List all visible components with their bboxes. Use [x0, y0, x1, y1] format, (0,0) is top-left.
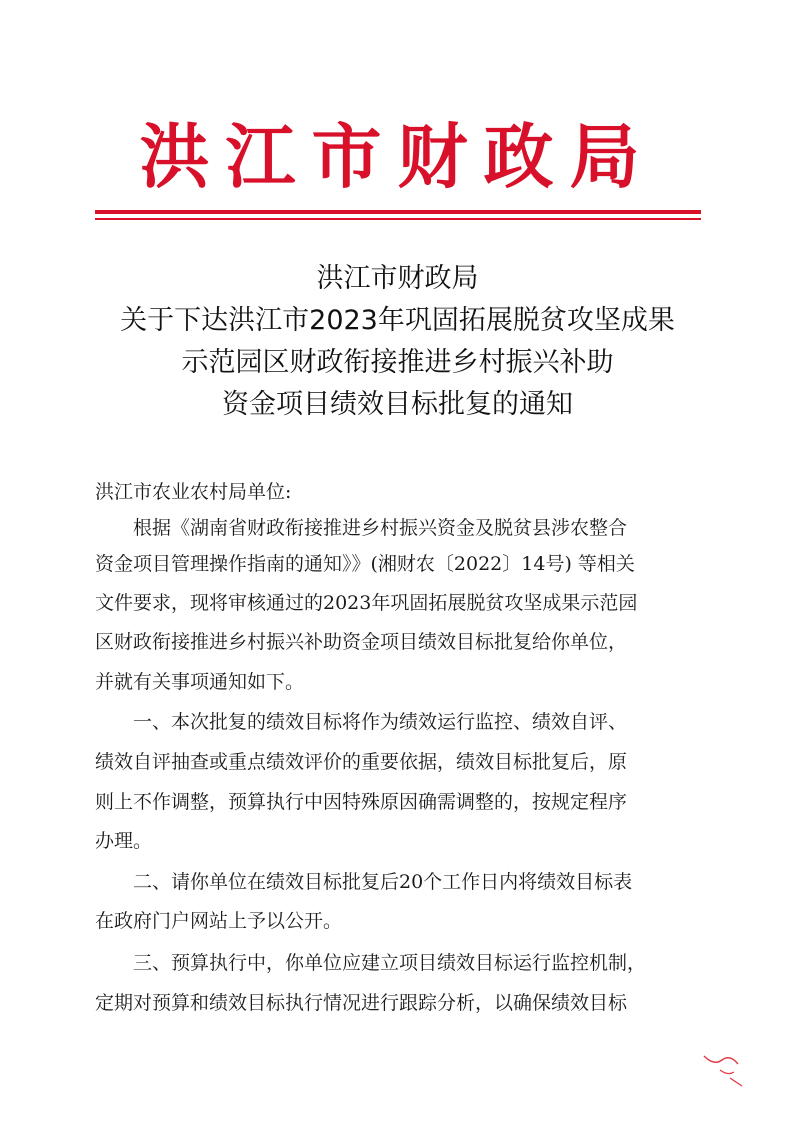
body-line: 文件要求，现将审核通过的2023年巩固拓展脱贫攻坚成果示范园 [95, 592, 638, 614]
red-seal-fragment [700, 1050, 746, 1090]
body-line: 并就有关事项通知如下。 [95, 671, 305, 693]
title-line: 关于下达洪江市2023年巩固拓展脱贫攻坚成果 [120, 305, 675, 336]
body-line: 定期对预算和绩效目标执行情况进行跟踪分析，以确保绩效目标 [95, 992, 628, 1014]
title-line: 洪江市财政局 [316, 263, 479, 294]
title-line: 示范园区财政衔接推进乡村振兴补助 [181, 347, 614, 378]
body-line: 资金项目管理操作指南的通知》》(湘财农〔2022〕14号) 等相关 [95, 553, 635, 575]
title-line: 资金项目绩效目标批复的通知 [222, 389, 573, 420]
body-line: 在政府门户网站上予以公开。 [95, 910, 343, 932]
body-line: 办理。 [95, 830, 153, 852]
body-line: 绩效自评抽查或重点绩效评价的重要依据，绩效目标批复后，原 [95, 751, 628, 773]
body-line: 一、本次批复的绩效目标将作为绩效运行监控、绩效自评、 [133, 711, 628, 733]
agency-header: 洪江市财政局 [139, 115, 656, 198]
document-title [40, 258, 755, 426]
header-rule-thin [95, 218, 701, 220]
body-line: 二、请你单位在绩效目标批复后20个工作日内将绩效目标表 [133, 871, 633, 893]
salutation: 洪江市农业农村局单位: [95, 481, 292, 503]
body-line: 根据《湖南省财政衔接推进乡村振兴资金及脱贫县涉农整合 [133, 517, 628, 539]
body-line: 区财政衔接推进乡村振兴补助资金项目绩效目标批复给你单位， [95, 631, 628, 653]
body-line: 则上不作调整，预算执行中因特殊原因确需调整的，按规定程序 [95, 791, 628, 813]
header-rule-thick [95, 210, 701, 214]
body-line: 三、预算执行中，你单位应建立项目绩效目标运行监控机制， [133, 952, 647, 974]
